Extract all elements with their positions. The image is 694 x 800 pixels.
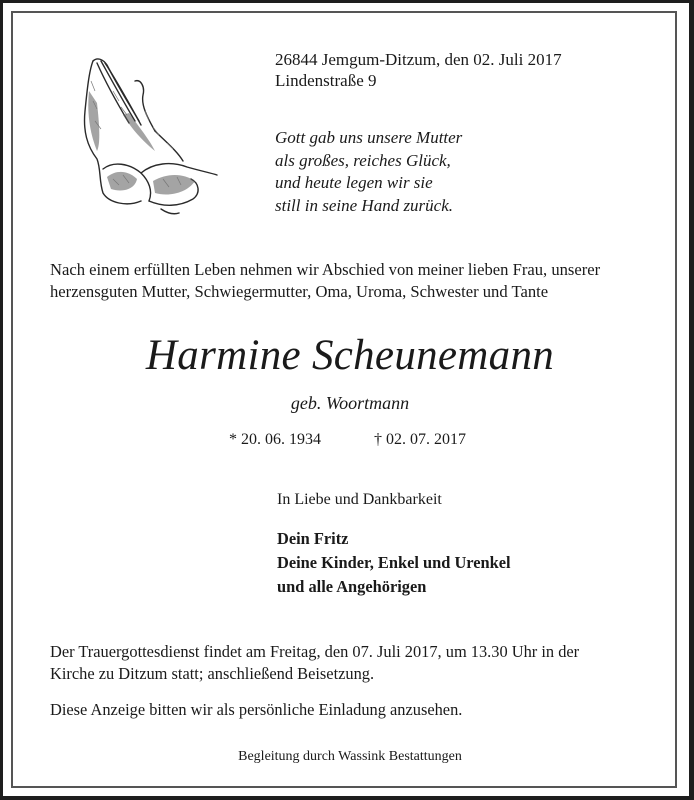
verse-line: als großes, reiches Glück, [275,150,451,170]
service-line: Kirche zu Ditzum statt; anschließend Beisetzung. [50,664,375,683]
verse [275,127,462,217]
mourners [277,527,511,599]
mourner-line: Deine Kinder, Enkel und Urenkel [277,553,511,572]
service-line: Der Trauergottesdienst findet am Freitag, den 07. Juli 2017, um 13.30 Uhr in der [50,642,580,661]
mourner-line: Dein Fritz [277,529,349,548]
address-city-date: 26844 Jemgum-Ditzum, den 02. Juli 2017 [275,50,562,69]
undertaker-credit: Begleitung durch Wassink Bestattungen [238,749,462,764]
intro-line: herzensguten Mutter, Schwiegermutter, Oma, Uroma, Schwester und Tante [50,282,549,301]
thanks-line: In Liebe und Dankbarkeit [277,491,442,508]
verse-line: still in seine Hand zurück. [275,195,454,215]
birth-date: * 20. 06. 1934 [229,431,321,448]
address-street: Lindenstraße 9 [275,71,377,90]
invitation-note: Diese Anzeige bitten wir als persönliche Einladung anzusehen. [50,700,463,719]
verse-line: und heute legen wir sie [275,173,433,192]
maiden-name: geb. Woortmann [290,393,410,413]
praying-hands-icon [83,51,223,216]
verse-line: Gott gab uns unsere Mutter [275,128,463,147]
intro-text [50,259,670,303]
address-block [275,49,562,91]
service-info [50,641,680,685]
deceased-name: Harmine Scheunemann [145,332,555,379]
mourner-line: und alle Angehörigen [277,577,427,596]
intro-line: Nach einem erfüllten Leben nehmen wir Abschied von meiner lieben Frau, unserer [50,260,601,279]
obituary-notice [3,3,689,796]
death-date: † 02. 07. 2017 [374,431,466,448]
